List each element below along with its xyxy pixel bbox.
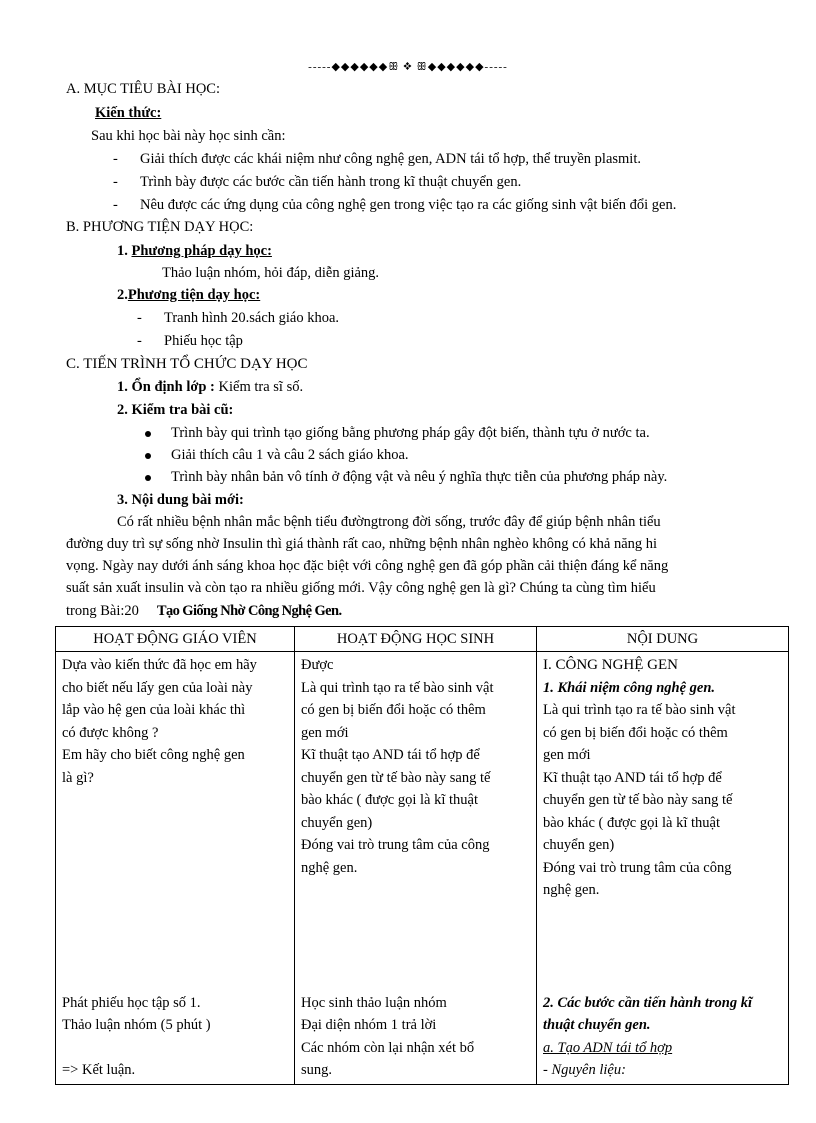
header-content: NỘI DUNG (537, 627, 789, 652)
lesson-table (55, 626, 789, 1085)
cell-line: Dựa vào kiến thức đã học em hãy (62, 657, 257, 673)
cell-line: Các nhóm còn lại nhận xét bổ (301, 1039, 475, 1056)
cell-line: Được (301, 657, 334, 673)
section-a-intro: Sau khi học bài này học sinh cần: (91, 128, 286, 144)
cell-line: Đóng vai trò trung tâm của công (301, 837, 490, 853)
cell-line: Đại diện nhóm 1 trả lời (301, 1017, 437, 1033)
section-a-title: A. MỤC TIÊU BÀI HỌC: (66, 81, 220, 97)
bullet-icon (145, 453, 151, 459)
paragraph-line: suất sản xuất insulin và còn tạo ra nhiều giống mới. Vậy công nghệ gen là gì? Chúng ta cùng tìm hiểu (66, 580, 656, 596)
cell-line: Em hãy cho biết công nghệ gen (62, 747, 245, 763)
cell-line: chuyển gen từ tế bào này sang tế (301, 769, 491, 786)
cell-line: có được không ? (62, 724, 159, 741)
cell-line: Là qui trình tạo ra tế bào sinh vật (543, 702, 736, 718)
means-heading-number: 2. (117, 287, 128, 303)
content-subheading: 2. Các bước cần tiến hành trong kĩ (543, 994, 753, 1011)
cell-line: lắp vào hệ gen của loài khác thì (62, 702, 246, 718)
list-item-text: Nêu được các ứng dụng của công nghệ gen trong việc tạo ra các giống sinh vật biến đổi gen. (140, 197, 677, 213)
method-heading-number: 1. (117, 243, 132, 259)
student-cell (295, 652, 537, 1085)
step-3-label: 3. Nội dung bài mới: (117, 492, 244, 508)
step-1-text: Kiểm tra sĩ số. (214, 379, 304, 395)
cell-line: Kĩ thuật tạo AND tái tổ hợp để (301, 747, 480, 763)
bullet-icon (145, 431, 151, 437)
cell-line: bào khác ( được gọi là kĩ thuật (543, 814, 720, 831)
list-item-text: Giải thích câu 1 và câu 2 sách giáo khoa. (171, 447, 409, 463)
lesson-line (66, 603, 342, 620)
cell-line: Phát phiếu học tập số 1. (62, 994, 201, 1011)
cell-line: nghệ gen. (543, 882, 600, 898)
content-subsection: a. Tạo ADN tái tổ hợp (543, 1039, 673, 1056)
list-item-text: Trình bày được các bước cần tiến hành trong kĩ thuật chuyển gen. (140, 174, 522, 190)
list-item-text: Trình bày nhân bản vô tính ở động vật và nêu ý nghĩa thực tiễn của phương pháp này. (171, 469, 668, 485)
cell-line: Đóng vai trò trung tâm của công (543, 859, 732, 876)
content-cell (537, 652, 789, 1085)
cell-line: gen mới (301, 724, 349, 741)
cell-line: bào khác ( được gọi là kĩ thuật (301, 792, 478, 808)
step-2-label: 2. Kiểm tra bài cũ: (117, 402, 234, 418)
cell-line: có gen bị biến đổi hoặc có thêm (543, 724, 728, 741)
cell-line: gen mới (543, 747, 591, 763)
section-c-title: C. TIẾN TRÌNH TỔ CHỨC DẠY HỌC (66, 356, 308, 372)
table-header-row (56, 627, 789, 652)
cell-line: chuyển gen từ tế bào này sang tế (543, 792, 733, 808)
cell-line: nghệ gen. (301, 859, 358, 876)
step-1-label: 1. Ổn định lớp : (117, 379, 215, 395)
paragraph-line: đường duy trì sự sống nhờ Insulin thì giá thành rất cao, những bệnh nhân nghèo không có khả năng hi (66, 536, 658, 552)
cell-line: Kĩ thuật tạo AND tái tổ hợp để (543, 769, 722, 786)
list-item-text: Tranh hình 20.sách giáo khoa. (164, 310, 340, 326)
table-row (56, 652, 789, 1085)
method-heading (117, 243, 272, 260)
content-subheading: 1. Khái niệm công nghệ gen. (543, 679, 716, 696)
teacher-conclusion: => Kết luận. (62, 1062, 136, 1078)
paragraph-line: Có rất nhiều bệnh nhân mắc bệnh tiểu đườngtrong đời sống, trước đây để giúp bệnh nhân tiểu (117, 514, 661, 530)
content-subheading: thuật chuyển gen. (543, 1017, 651, 1033)
cell-line: Thảo luận nhóm (5 phút ) (62, 1017, 211, 1033)
method-heading-text: Phương pháp dạy học: (131, 243, 272, 259)
means-heading (117, 287, 260, 304)
dash-marker: - (113, 174, 118, 190)
header-student: HOẠT ĐỘNG HỌC SINH (295, 627, 537, 652)
dash-marker: - (137, 333, 142, 349)
list-item-text: Trình bày qui trình tạo giống bằng phương pháp gây đột biến, thành tựu ở nước ta. (171, 425, 650, 441)
header-teacher: HOẠT ĐỘNG GIÁO VIÊN (56, 627, 295, 652)
cell-line: chuyển gen) (301, 814, 373, 831)
content-heading: I. CÔNG NGHỆ GEN (543, 657, 678, 673)
list-item-text: Phiếu học tập (164, 333, 243, 349)
cell-line: Là qui trình tạo ra tế bào sinh vật (301, 679, 494, 696)
dash-marker: - (113, 151, 118, 167)
dash-marker: - (137, 310, 142, 326)
cell-line: có gen bị biến đổi hoặc có thêm (301, 702, 486, 718)
paragraph-line: vọng. Ngày nay dưới ánh sáng khoa học đặc biệt với công nghệ gen đã góp phần cải thiện đáng kể năng (66, 558, 669, 574)
lesson-title: Tạo Giống Nhờ Công Nghệ Gen. (156, 603, 342, 619)
cell-line: chuyển gen) (543, 837, 615, 853)
cell-line: cho biết nếu lấy gen của loài này (62, 679, 253, 696)
method-text: Thảo luận nhóm, hỏi đáp, diễn giảng. (162, 265, 380, 281)
means-heading-text: Phương tiện dạy học: (127, 287, 261, 303)
content-subsection: - Nguyên liệu: (543, 1062, 626, 1078)
bullet-icon (145, 475, 151, 481)
section-b-title: B. PHƯƠNG TIỆN DẠY HỌC: (66, 219, 254, 235)
decorative-ornament: -----◆◆◆◆◆◆ꕥ ❖ ꕥ◆◆◆◆◆◆----- (308, 61, 508, 73)
cell-line: là gì? (62, 769, 94, 786)
cell-line: sung. (301, 1062, 333, 1078)
cell-line: Học sinh thảo luận nhóm (301, 994, 447, 1011)
teacher-cell (56, 652, 295, 1085)
step-1 (117, 379, 303, 396)
knowledge-heading: Kiến thức: (95, 105, 162, 121)
lesson-prefix: trong Bài:20 (66, 603, 139, 619)
list-item-text: Giải thích được các khái niệm như công nghệ gen, ADN tái tổ hợp, thể truyền plasmit. (140, 151, 641, 167)
dash-marker: - (113, 197, 118, 213)
